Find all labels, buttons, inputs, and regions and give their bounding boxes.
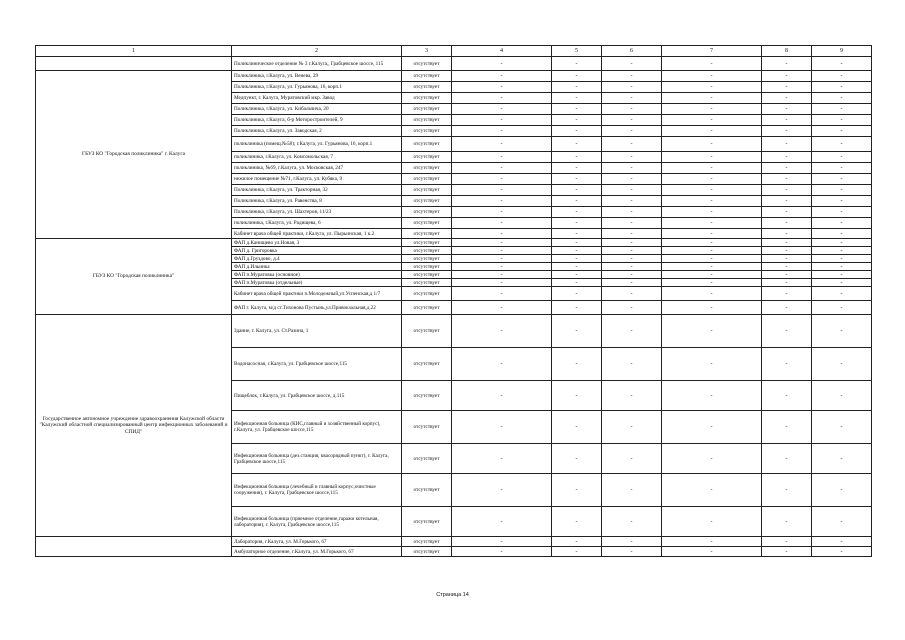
- status-cell: отсутствует: [402, 507, 452, 537]
- value-cell: -: [762, 263, 812, 271]
- value-cell: -: [662, 115, 762, 126]
- value-cell: -: [452, 315, 552, 348]
- status-cell: отсутствует: [402, 381, 452, 411]
- value-cell: -: [602, 174, 662, 185]
- address-cell: Поликлиника, г.Калуга, ул. Венева, 29: [232, 71, 402, 82]
- value-cell: -: [762, 474, 812, 507]
- status-cell: отсутствует: [402, 255, 452, 263]
- value-cell: -: [552, 57, 602, 71]
- address-cell: Поликлиника, г.Калуга, ул. Гурьянова, 16, корп.1: [232, 82, 402, 93]
- value-cell: -: [662, 239, 762, 247]
- value-cell: -: [552, 247, 602, 255]
- value-cell: -: [602, 229, 662, 239]
- value-cell: -: [552, 71, 602, 82]
- value-cell: -: [552, 163, 602, 174]
- value-cell: -: [662, 263, 762, 271]
- value-cell: -: [452, 247, 552, 255]
- value-cell: -: [762, 279, 812, 287]
- value-cell: -: [662, 279, 762, 287]
- value-cell: -: [602, 537, 662, 547]
- value-cell: -: [552, 287, 602, 301]
- value-cell: -: [452, 279, 552, 287]
- address-cell: Поликлиника, г.Калуга, ул. Кибальчича, 20: [232, 104, 402, 115]
- status-cell: отсутствует: [402, 93, 452, 104]
- value-cell: -: [552, 218, 602, 229]
- status-cell: отсутствует: [402, 196, 452, 207]
- status-cell: отсутствует: [402, 263, 452, 271]
- value-cell: -: [662, 152, 762, 163]
- value-cell: -: [452, 115, 552, 126]
- value-cell: -: [602, 218, 662, 229]
- value-cell: -: [552, 301, 602, 315]
- status-cell: отсутствует: [402, 411, 452, 444]
- value-cell: -: [812, 239, 872, 247]
- address-cell: нежилое помещение №71, г.Калуга, ул. Кубяка, 9: [232, 174, 402, 185]
- table-row: [36, 71, 872, 82]
- address-cell: ФАП д.Ильинка: [232, 263, 402, 271]
- status-cell: отсутствует: [402, 152, 452, 163]
- value-cell: -: [452, 174, 552, 185]
- value-cell: -: [552, 315, 602, 348]
- value-cell: -: [602, 255, 662, 263]
- value-cell: -: [552, 137, 602, 152]
- value-cell: -: [662, 301, 762, 315]
- value-cell: -: [762, 104, 812, 115]
- value-cell: -: [602, 381, 662, 411]
- value-cell: -: [662, 185, 762, 196]
- organization-cell: [36, 57, 232, 71]
- table-body: [36, 57, 872, 557]
- value-cell: -: [762, 174, 812, 185]
- value-cell: -: [812, 444, 872, 474]
- value-cell: -: [662, 196, 762, 207]
- value-cell: -: [812, 507, 872, 537]
- status-cell: отсутствует: [402, 315, 452, 348]
- address-cell: поликлиника, г.Калуга, ул. Комсомольская, 7: [232, 152, 402, 163]
- value-cell: -: [552, 263, 602, 271]
- value-cell: -: [662, 255, 762, 263]
- value-cell: -: [762, 411, 812, 444]
- value-cell: -: [452, 137, 552, 152]
- value-cell: -: [812, 196, 872, 207]
- value-cell: -: [662, 71, 762, 82]
- status-cell: отсутствует: [402, 218, 452, 229]
- value-cell: -: [552, 82, 602, 93]
- address-cell: Поликлиническое отделение № 3 г.Калуга,, Грабцевское шоссе, 115: [232, 57, 402, 71]
- column-header-3: 3: [402, 46, 452, 57]
- value-cell: -: [552, 444, 602, 474]
- column-header-8: 8: [762, 46, 812, 57]
- value-cell: -: [662, 174, 762, 185]
- value-cell: -: [762, 348, 812, 381]
- value-cell: -: [552, 196, 602, 207]
- address-cell: Поликлиника, г.Калуга, б-р Моторостроителей, 9: [232, 115, 402, 126]
- value-cell: -: [602, 126, 662, 137]
- value-cell: -: [662, 381, 762, 411]
- value-cell: -: [552, 255, 602, 263]
- status-cell: отсутствует: [402, 82, 452, 93]
- value-cell: -: [602, 474, 662, 507]
- value-cell: -: [812, 82, 872, 93]
- value-cell: -: [762, 207, 812, 218]
- value-cell: -: [812, 152, 872, 163]
- status-cell: отсутствует: [402, 57, 452, 71]
- value-cell: -: [762, 57, 812, 71]
- value-cell: -: [662, 287, 762, 301]
- value-cell: -: [662, 507, 762, 537]
- status-cell: отсутствует: [402, 174, 452, 185]
- column-header-7: 7: [662, 46, 762, 57]
- column-header-5: 5: [552, 46, 602, 57]
- value-cell: -: [602, 82, 662, 93]
- value-cell: -: [812, 137, 872, 152]
- status-cell: отсутствует: [402, 207, 452, 218]
- value-cell: -: [762, 82, 812, 93]
- address-cell: Инфекционная больница (лечебный и главный корпус,очистные сооружения), г. Калуга, Грабцевское шоссе,115: [232, 474, 402, 507]
- value-cell: -: [552, 174, 602, 185]
- value-cell: -: [762, 218, 812, 229]
- value-cell: -: [602, 271, 662, 279]
- header-row: [36, 46, 872, 57]
- value-cell: -: [602, 104, 662, 115]
- value-cell: -: [762, 444, 812, 474]
- value-cell: -: [452, 152, 552, 163]
- value-cell: -: [452, 71, 552, 82]
- value-cell: -: [552, 104, 602, 115]
- value-cell: -: [452, 207, 552, 218]
- value-cell: -: [552, 93, 602, 104]
- value-cell: -: [812, 126, 872, 137]
- value-cell: -: [762, 547, 812, 557]
- value-cell: -: [552, 207, 602, 218]
- value-cell: -: [812, 57, 872, 71]
- address-cell: ФАП д.Груздово, д.4: [232, 255, 402, 263]
- address-cell: Поликлиника, г.Калуга, ул. Тракторная, 32: [232, 185, 402, 196]
- address-cell: Кабинет врача общей практики п.Молодежный,ул.Успенская,д 1/7: [232, 287, 402, 301]
- value-cell: -: [812, 104, 872, 115]
- value-cell: -: [662, 137, 762, 152]
- address-cell: поликлиника, №69, г.Калуга, ул. Московская, 247: [232, 163, 402, 174]
- value-cell: -: [662, 57, 762, 71]
- table-row: [36, 239, 872, 247]
- value-cell: -: [452, 82, 552, 93]
- value-cell: -: [812, 411, 872, 444]
- value-cell: -: [552, 229, 602, 239]
- value-cell: -: [662, 537, 762, 547]
- value-cell: -: [602, 196, 662, 207]
- value-cell: -: [762, 239, 812, 247]
- address-cell: Инфекционная больница (дез.станция, квасорядный пункт), г. Калуга, Грабцевское шоссе,115: [232, 444, 402, 474]
- value-cell: -: [762, 152, 812, 163]
- status-cell: отсутствует: [402, 115, 452, 126]
- status-cell: отсутствует: [402, 137, 452, 152]
- value-cell: -: [812, 315, 872, 348]
- value-cell: -: [452, 301, 552, 315]
- value-cell: -: [452, 444, 552, 474]
- value-cell: -: [452, 93, 552, 104]
- value-cell: -: [452, 126, 552, 137]
- status-cell: отсутствует: [402, 104, 452, 115]
- value-cell: -: [452, 255, 552, 263]
- document-sheet: [35, 45, 871, 557]
- status-cell: отсутствует: [402, 279, 452, 287]
- value-cell: -: [762, 93, 812, 104]
- status-cell: отсутствует: [402, 247, 452, 255]
- address-cell: ФАП п.Муратовка (отдельные): [232, 279, 402, 287]
- status-cell: отсутствует: [402, 348, 452, 381]
- value-cell: -: [812, 255, 872, 263]
- value-cell: -: [762, 381, 812, 411]
- value-cell: -: [662, 126, 762, 137]
- value-cell: -: [602, 239, 662, 247]
- value-cell: -: [552, 271, 602, 279]
- value-cell: -: [452, 185, 552, 196]
- column-header-6: 6: [602, 46, 662, 57]
- value-cell: -: [812, 279, 872, 287]
- column-header-4: 4: [452, 46, 552, 57]
- address-cell: Водонасосная, г.Калуга, ул. Грабцевское шоссе,115: [232, 348, 402, 381]
- value-cell: -: [662, 474, 762, 507]
- value-cell: -: [812, 537, 872, 547]
- address-cell: Поликлиника, г.Калуга, ул. Шахтеров, 11/23: [232, 207, 402, 218]
- value-cell: -: [762, 537, 812, 547]
- value-cell: -: [552, 537, 602, 547]
- value-cell: -: [812, 185, 872, 196]
- value-cell: -: [452, 196, 552, 207]
- value-cell: -: [602, 279, 662, 287]
- value-cell: -: [812, 263, 872, 271]
- value-cell: -: [452, 163, 552, 174]
- value-cell: -: [552, 474, 602, 507]
- value-cell: -: [762, 301, 812, 315]
- value-cell: -: [602, 547, 662, 557]
- column-header-9: 9: [812, 46, 872, 57]
- value-cell: -: [452, 381, 552, 411]
- value-cell: -: [812, 218, 872, 229]
- value-cell: -: [602, 152, 662, 163]
- value-cell: -: [602, 301, 662, 315]
- value-cell: -: [452, 271, 552, 279]
- organization-cell: Государственное автономное учреждение здравоохранения Калужской области "Калужский областной специализированный центр инфекционных заболеваний и СПИД": [36, 315, 232, 537]
- value-cell: -: [812, 163, 872, 174]
- address-cell: ФАП п.Муратовка (основное): [232, 271, 402, 279]
- value-cell: -: [812, 287, 872, 301]
- value-cell: -: [762, 255, 812, 263]
- value-cell: -: [762, 507, 812, 537]
- value-cell: -: [762, 185, 812, 196]
- value-cell: -: [812, 547, 872, 557]
- value-cell: -: [602, 207, 662, 218]
- value-cell: -: [552, 411, 602, 444]
- value-cell: -: [762, 287, 812, 301]
- value-cell: -: [452, 239, 552, 247]
- value-cell: -: [552, 126, 602, 137]
- value-cell: -: [552, 381, 602, 411]
- value-cell: -: [812, 229, 872, 239]
- value-cell: -: [602, 315, 662, 348]
- value-cell: -: [602, 57, 662, 71]
- value-cell: -: [812, 247, 872, 255]
- value-cell: -: [452, 411, 552, 444]
- value-cell: -: [762, 315, 812, 348]
- page-number: Страница 14: [436, 592, 469, 598]
- value-cell: -: [602, 137, 662, 152]
- value-cell: -: [602, 163, 662, 174]
- value-cell: -: [812, 207, 872, 218]
- status-cell: отсутствует: [402, 71, 452, 82]
- value-cell: -: [452, 537, 552, 547]
- status-cell: отсутствует: [402, 287, 452, 301]
- value-cell: -: [552, 152, 602, 163]
- address-cell: Амбулаторное отделение, г.Калуга, ул. М.Горького, 67: [232, 547, 402, 557]
- status-cell: отсутствует: [402, 444, 452, 474]
- address-cell: поликлиника (помещ.№58); г.Калуга, ул. Гурьянова, 16, корп.1: [232, 137, 402, 152]
- value-cell: -: [662, 348, 762, 381]
- organization-cell: ГБУЗ КО "Городская поликлиника": [36, 239, 232, 315]
- address-cell: Лаборатория, г.Калуга, ул. М.Горького, 67: [232, 537, 402, 547]
- value-cell: -: [762, 271, 812, 279]
- address-cell: ФАП д.Канищево ул.Новая, 3: [232, 239, 402, 247]
- value-cell: -: [602, 411, 662, 444]
- value-cell: -: [762, 247, 812, 255]
- value-cell: -: [812, 301, 872, 315]
- status-cell: отсутствует: [402, 185, 452, 196]
- value-cell: -: [662, 271, 762, 279]
- facilities-table: [35, 45, 872, 557]
- value-cell: -: [662, 104, 762, 115]
- value-cell: -: [452, 57, 552, 71]
- value-cell: -: [552, 239, 602, 247]
- value-cell: -: [662, 93, 762, 104]
- status-cell: отсутствует: [402, 547, 452, 557]
- status-cell: отсутствует: [402, 163, 452, 174]
- address-cell: ФАП д. Григоровка: [232, 247, 402, 255]
- address-cell: Кабинет врача общей практики, г.Калуга, ул. Пырьинская, 1 к.2: [232, 229, 402, 239]
- value-cell: -: [662, 411, 762, 444]
- value-cell: -: [812, 71, 872, 82]
- value-cell: -: [452, 104, 552, 115]
- value-cell: -: [552, 348, 602, 381]
- value-cell: -: [812, 93, 872, 104]
- status-cell: отсутствует: [402, 126, 452, 137]
- address-cell: Медпункт, г. Калуга, Муратовский мкр. Завод: [232, 93, 402, 104]
- value-cell: -: [812, 174, 872, 185]
- address-cell: ФАП г. Калуга, м/д ст.Тихонова Пустынь,ул.Привокзальная,д.22: [232, 301, 402, 315]
- value-cell: -: [812, 381, 872, 411]
- value-cell: -: [602, 287, 662, 301]
- value-cell: -: [452, 547, 552, 557]
- value-cell: -: [552, 547, 602, 557]
- status-cell: отсутствует: [402, 229, 452, 239]
- status-cell: отсутствует: [402, 239, 452, 247]
- value-cell: -: [662, 229, 762, 239]
- value-cell: -: [762, 163, 812, 174]
- value-cell: -: [662, 82, 762, 93]
- value-cell: -: [602, 93, 662, 104]
- address-cell: Поликлиника, г.Калуга, ул. Равенства, 8: [232, 196, 402, 207]
- address-cell: Пищеблок, г.Калуга, ул. Грабцевское шоссе, д.115: [232, 381, 402, 411]
- value-cell: -: [452, 218, 552, 229]
- value-cell: -: [812, 474, 872, 507]
- table-row: [36, 57, 872, 71]
- value-cell: -: [602, 185, 662, 196]
- value-cell: -: [662, 163, 762, 174]
- status-cell: отсутствует: [402, 271, 452, 279]
- value-cell: -: [452, 348, 552, 381]
- value-cell: -: [602, 348, 662, 381]
- value-cell: -: [552, 507, 602, 537]
- value-cell: -: [602, 507, 662, 537]
- value-cell: -: [762, 71, 812, 82]
- value-cell: -: [452, 474, 552, 507]
- value-cell: -: [602, 263, 662, 271]
- value-cell: -: [452, 507, 552, 537]
- value-cell: -: [552, 279, 602, 287]
- value-cell: -: [662, 547, 762, 557]
- value-cell: -: [602, 444, 662, 474]
- value-cell: -: [762, 115, 812, 126]
- address-cell: Инфекционная больница (КИС,главный и хозяйственный корпус), г.Калуга, ул. Грабцевское шоссе,115: [232, 411, 402, 444]
- value-cell: -: [762, 196, 812, 207]
- value-cell: -: [552, 115, 602, 126]
- status-cell: отсутствует: [402, 474, 452, 507]
- value-cell: -: [762, 126, 812, 137]
- column-header-1: 1: [36, 46, 232, 57]
- value-cell: -: [812, 348, 872, 381]
- value-cell: -: [602, 247, 662, 255]
- column-header-2: 2: [232, 46, 402, 57]
- value-cell: -: [662, 207, 762, 218]
- value-cell: -: [662, 218, 762, 229]
- address-cell: поликлиника, г.Калуга, ул. Радищева, 6: [232, 218, 402, 229]
- value-cell: -: [662, 247, 762, 255]
- value-cell: -: [452, 263, 552, 271]
- value-cell: -: [602, 115, 662, 126]
- status-cell: отсутствует: [402, 301, 452, 315]
- address-cell: Поликлиника, г.Калуга, ул. Заводская, 2: [232, 126, 402, 137]
- value-cell: -: [552, 185, 602, 196]
- value-cell: -: [762, 229, 812, 239]
- address-cell: Инфекционная больница (приемное отделение,гаражи котельная, лаборатория), г. Калуга, Грабцевское шоссе,115: [232, 507, 402, 537]
- organization-cell: ГБУЗ КО "Городская поликлиника" г. Калуга: [36, 71, 232, 239]
- value-cell: -: [452, 287, 552, 301]
- value-cell: -: [762, 137, 812, 152]
- status-cell: отсутствует: [402, 537, 452, 547]
- value-cell: -: [662, 444, 762, 474]
- value-cell: -: [452, 229, 552, 239]
- table-row: [36, 315, 872, 348]
- value-cell: -: [812, 115, 872, 126]
- value-cell: -: [812, 271, 872, 279]
- organization-cell: [36, 537, 232, 557]
- table-row: [36, 537, 872, 547]
- value-cell: -: [602, 71, 662, 82]
- address-cell: Здание, г. Калуга, ул. Ст.Разина, 1: [232, 315, 402, 348]
- value-cell: -: [662, 315, 762, 348]
